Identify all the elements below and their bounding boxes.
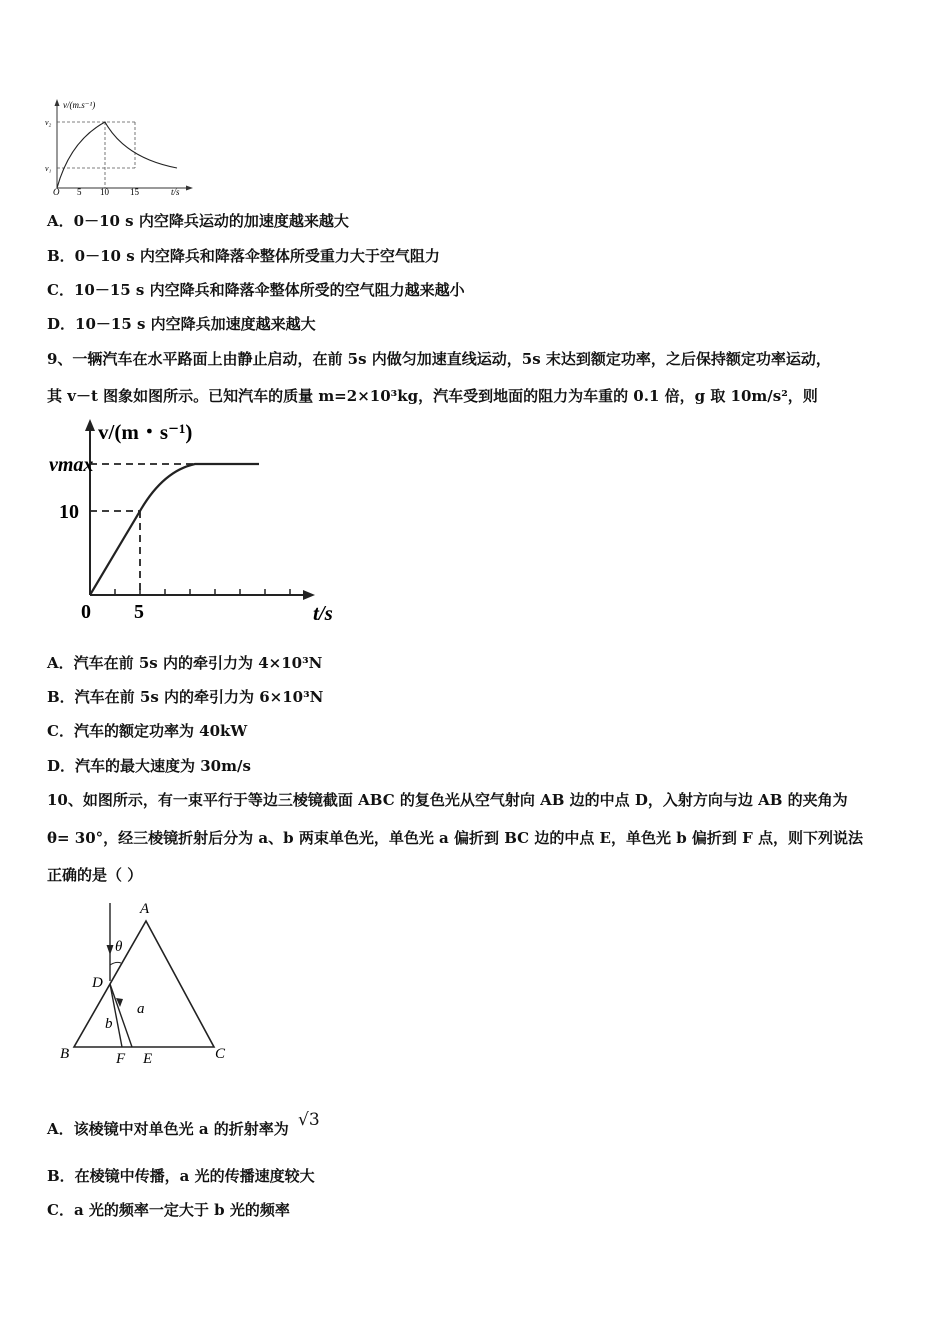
fig2-x-label: t/s: [313, 601, 333, 625]
q10-stem-line3: 正确的是（ ）: [47, 866, 143, 884]
label-C: C: [215, 1046, 226, 1062]
q8-option-c: C．10－15 s 内空降兵和降落伞整体所受的空气阻力越来越小: [47, 281, 465, 299]
q9-option-d: D．汽车的最大速度为 30m/s: [47, 757, 251, 775]
sqrt3-value: √3: [298, 1110, 320, 1130]
ray-a: [110, 984, 132, 1047]
fig1-origin: O: [53, 187, 60, 196]
q8-option-d: D．10－15 s 内空降兵加速度越来越大: [47, 315, 316, 333]
fig2-x-5: 5: [134, 601, 144, 623]
label-D: D: [92, 975, 103, 991]
prism-diagram: [52, 895, 242, 1070]
q8-option-b: B．0－10 s 内空降兵和降落伞整体所受重力大于空气阻力: [47, 247, 440, 265]
q10-stem-line2: θ= 30°，经三棱镜折射后分为 a、b 两束单色光，单色光 a 偏折到 BC 边的中点 E，单色光 b 偏折到 F 点，则下列说法: [47, 829, 864, 847]
parachute-vt-graph: [45, 96, 195, 196]
car-vt-graph: [45, 415, 355, 630]
label-A: A: [140, 901, 150, 917]
fig1-x-label: t/s: [171, 187, 180, 196]
q10-option-b: B．在棱镜中传播，a 光的传播速度较大: [47, 1167, 315, 1185]
q8-option-a: A．0－10 s 内空降兵运动的加速度越来越大: [47, 212, 349, 230]
q9-stem-line1: 9、一辆汽车在水平路面上由静止启动，在前 5s 内做匀加速直线运动，5s 末达到额定功率，之后保持额定功率运动，: [47, 350, 831, 368]
label-B: B: [60, 1046, 70, 1062]
q10-stem-line1: 10、如图所示，有一束平行于等边三棱镜截面 ABC 的复色光从空气射向 AB 边的中点 D，入射方向与边 AB 的夹角为: [47, 791, 848, 809]
fig1-tick-15: 15: [130, 187, 139, 196]
fig1-v1-label: v₁: [45, 164, 52, 173]
label-a: a: [137, 1001, 145, 1017]
fig2-y-label: v/(m・s⁻¹): [98, 420, 193, 444]
fig1-tick-10: 10: [100, 187, 109, 196]
label-F: F: [116, 1051, 126, 1067]
q10-option-a-text: A．该棱镜中对单色光 a 的折射率为: [47, 1120, 289, 1138]
label-E: E: [143, 1051, 153, 1067]
q9-option-a: A．汽车在前 5s 内的牵引力为 4×10³N: [47, 654, 323, 672]
fig2-curve: [90, 464, 259, 595]
label-theta: θ: [115, 939, 123, 955]
fig1-y-label: v/(m.s⁻¹): [63, 100, 96, 110]
fig2-y-10: 10: [59, 501, 79, 523]
q9-option-b: B．汽车在前 5s 内的牵引力为 6×10³N: [47, 688, 324, 706]
q10-option-c: C．a 光的频率一定大于 b 光的频率: [47, 1201, 290, 1219]
fig1-tick-5: 5: [77, 187, 82, 196]
q10-option-a: [47, 1110, 320, 1139]
fig2-vmax-label: vmax: [49, 454, 94, 476]
label-b: b: [105, 1016, 113, 1032]
q9-option-c: C．汽车的额定功率为 40kW: [47, 722, 248, 740]
q9-stem-line2: 其 v－t 图象如图所示。已知汽车的质量 m=2×10³kg，汽车受到地面的阻力为车重的 0.1 倍，g 取 10m/s²，则: [47, 387, 818, 405]
fig1-v2-label: v₂: [45, 118, 52, 127]
fig2-origin: 0: [81, 601, 91, 623]
fig1-curve: [57, 122, 177, 188]
